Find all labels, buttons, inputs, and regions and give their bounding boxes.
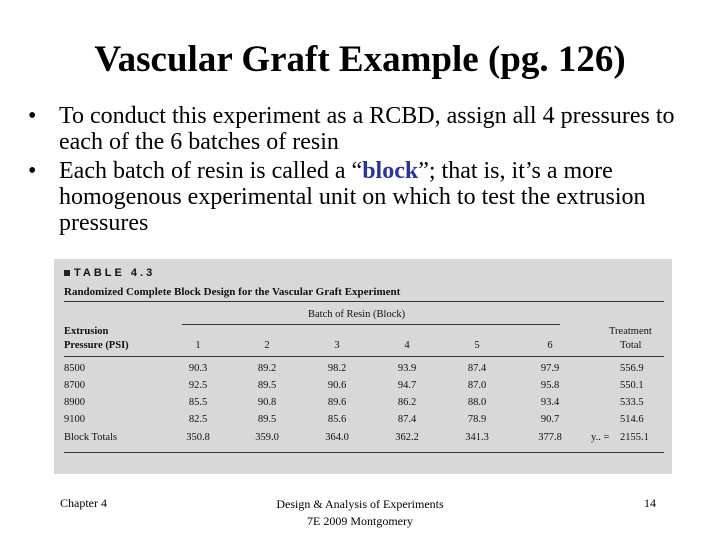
table-cell: 78.9 [467, 414, 487, 425]
table-cell: 89.5 [257, 380, 277, 391]
column-header: 4 [404, 340, 410, 351]
row-total: 514.6 [620, 414, 644, 425]
bullet-dot-icon: • [28, 158, 37, 184]
footer-course [230, 496, 490, 530]
bullet-text-pre: Each batch of resin is called a “ [59, 158, 363, 184]
row-total: 2155.1 [620, 432, 649, 443]
bullet-list [24, 103, 714, 239]
table-cell: 89.2 [257, 363, 277, 374]
table-cell: 350.8 [186, 432, 210, 443]
bullet-text-post: ”; that is, it’s a more homogenous experimental unit on which to test the extrusion pressures [59, 158, 646, 236]
grand-total-symbol: y.. = [591, 432, 610, 443]
table-label-text: TABLE 4.3 [74, 267, 156, 279]
column-header: 3 [334, 340, 340, 351]
row-label: 8500 [64, 363, 85, 374]
table-cell: 94.7 [397, 380, 417, 391]
table-cell: 359.0 [255, 432, 279, 443]
table-cell: 362.2 [395, 432, 419, 443]
table-cell: 97.9 [540, 363, 560, 374]
table-label [64, 267, 155, 279]
table-cell: 92.5 [188, 380, 208, 391]
table-rule-top [64, 301, 664, 302]
table-cell: 88.0 [467, 397, 487, 408]
square-bullet-icon [64, 270, 70, 276]
table-cell: 93.9 [397, 363, 417, 374]
footer-page-number: 14 [644, 496, 656, 510]
bullet-item [24, 103, 714, 155]
column-header: 6 [547, 340, 553, 351]
slide-title: Vascular Graft Example (pg. 126) [94, 39, 626, 80]
table-cell: 87.0 [467, 380, 487, 391]
group-rule [182, 324, 560, 325]
bullet-item [24, 158, 714, 236]
table-rule-bottom [64, 452, 664, 453]
row-header-line2: Pressure (PSI) [64, 340, 129, 351]
row-label: 9100 [64, 414, 85, 425]
table-cell: 90.7 [540, 414, 560, 425]
table-cell: 82.5 [188, 414, 208, 425]
column-header: 5 [474, 340, 480, 351]
row-label: 8900 [64, 397, 85, 408]
column-header: 1 [195, 340, 201, 351]
bullet-dot-icon: • [28, 103, 37, 129]
table-cell: 90.6 [327, 380, 347, 391]
table-cell: 341.3 [465, 432, 489, 443]
row-label: Block Totals [64, 432, 118, 443]
row-total: 533.5 [620, 397, 644, 408]
group-header: Batch of Resin (Block) [308, 309, 406, 320]
row-total: 556.9 [620, 363, 644, 374]
row-label: 8700 [64, 380, 85, 391]
table-cell: 95.8 [540, 380, 560, 391]
table-cell: 90.8 [257, 397, 277, 408]
bullet-keyword: block [362, 158, 419, 184]
column-header: 2 [264, 340, 270, 351]
footer-chapter: Chapter 4 [60, 496, 107, 510]
table-cell: 98.2 [327, 363, 347, 374]
table-cell: 87.4 [467, 363, 487, 374]
table-caption: Randomized Complete Block Design for the Vascular Graft Experiment [64, 286, 401, 298]
table-cell: 87.4 [397, 414, 417, 425]
total-header-line1: Treatment [609, 326, 652, 337]
table-cell: 85.6 [327, 414, 347, 425]
table-cell: 86.2 [397, 397, 417, 408]
row-header-line1: Extrusion [64, 326, 109, 337]
bullet-text: To conduct this experiment as a RCBD, assign all 4 pressures to each of the 6 batches of resin [59, 103, 675, 155]
footer-course-line1: Design & Analysis of Experiments [276, 497, 444, 511]
row-total: 550.1 [620, 380, 644, 391]
table-cell: 364.0 [325, 432, 349, 443]
table-cell: 90.3 [188, 363, 208, 374]
data-table-image [54, 259, 672, 474]
table-cell: 377.8 [538, 432, 562, 443]
table-cell: 93.4 [540, 397, 560, 408]
total-header-line2: Total [620, 340, 642, 351]
table-cell: 89.5 [257, 414, 277, 425]
footer-course-line2: 7E 2009 Montgomery [307, 514, 413, 528]
table-rule-header [64, 356, 664, 357]
table-cell: 85.5 [188, 397, 208, 408]
table-cell: 89.6 [327, 397, 347, 408]
